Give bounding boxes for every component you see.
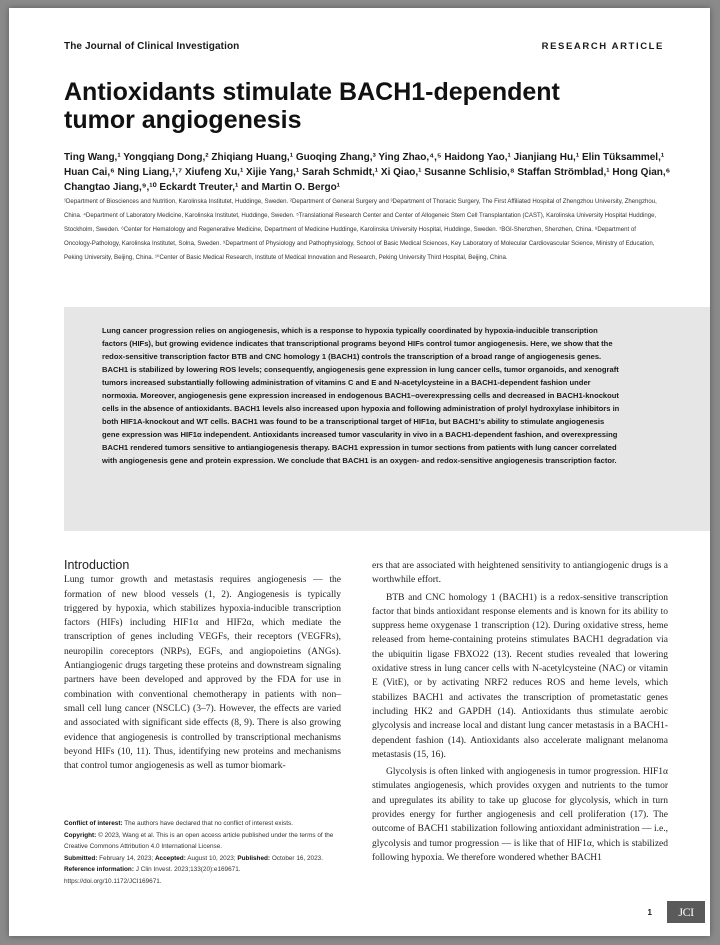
article-title: Antioxidants stimulate BACH1-dependent tumor angiogenesis <box>64 78 560 134</box>
jci-logo: JCI <box>667 901 705 923</box>
conflict-of-interest: Conflict of interest: The authors have declared that no conflict of interest exists. <box>64 820 293 827</box>
journal-name: The Journal of Clinical Investigation <box>64 41 240 52</box>
intro-paragraph-3: Glycolysis is often linked with angiogenesis in tumor progression. HIF1α stimulates angiogenesis, which provides oxygen and nutrients to the tumor and upregulates its ability to take up glucose for glycolysis, which in turn provides energy for further angiogenesis and cell proliferation (17). The outcome of BACH1 stabilization following antioxidant administration — i.e., glycolysis and tumor progression — is like that of HIF1α, which is stabilized following hypoxia. We therefore wondered whether BACH1 <box>372 767 668 863</box>
reference-information: Reference information: J Clin Invest. 2023;133(20):e169671. <box>64 866 241 873</box>
publication-dates: Submitted: February 14, 2023; Accepted: August 10, 2023; Published: October 16, 2023. <box>64 854 323 862</box>
intro-paragraph-continued: ers that are associated with heightened sensitivity to antiangiogenic drugs is a worthwhile effort. <box>372 561 668 586</box>
introduction-heading: Introduction <box>64 558 130 572</box>
abstract-text: Lung cancer progression relies on angiogenesis, which is a response to hypoxia typically coordinated by hypoxia-inducible transcription factors (HIFs), but growing evidence indicates that transcriptional programs beyond HIFs control tumor angiogenesis. Here, we show that the redox-sensitive transcription factor BTB and CNC homology 1 (BACH1) controls the transcription of a broad range of angiogenesis genes. BACH1 is stabilized by lowering ROS levels; consequently, angiogenesis gene expression in lung cancer cells, tumor organoids, and xenograft tumors increased substantially following administration of vitamins C and E and N-acetylcysteine in a BACH1-dependent fashion under normoxia. Moreover, angiogenesis gene expression increased in endogenous BACH1–overexpressing cells and decreased in BACH1-knockout cells in the absence of antioxidants. BACH1 levels also increased upon hypoxia and following administration of prolyl hydroxylase inhibitors in both HIF1A-knockout and WT cells. BACH1 was found to be a transcriptional target of HIF1α, but BACH1's ability to stimulate angiogenesis gene expression was HIF1α independent. Antioxidants increased tumor vascularity in vivo in a BACH1-dependent fashion, and overexpressing BACH1 rendered tumors sensitive to antiangiogenesis therapy. BACH1 expression in tumor sections from patients with lung cancer correlated with angiogenesis gene and protein expression. We conclude that BACH1 is an oxygen- and redox-sensitive angiogenesis transcription factor. <box>102 326 620 465</box>
article-page <box>9 8 710 936</box>
author-list: Ting Wang,¹ Yongqiang Dong,² Zhiqiang Huang,¹ Guoqing Zhang,³ Ying Zhao,⁴,⁵ Haidong Yao,¹ Jianjiang Hu,¹ Elin Tüksammel,¹ Huan Cai,⁶ Ning Liang,¹,⁷ Xiufeng Xu,¹ Xijie Yang,¹ Sarah Schmidt,¹ Xi Qiao,¹ Susanne Schlisio,⁸ Staffan Strömblad,¹ Hong Qian,⁶ Changtao Jiang,⁹,¹⁰ Eckardt Treuter,¹ and Martin O. Bergo¹ <box>64 152 671 193</box>
abstract-box <box>64 307 710 531</box>
doi-link[interactable]: https://doi.org/10.1172/JCI169671. <box>64 877 162 885</box>
intro-paragraph-1: Lung tumor growth and metastasis requires angiogenesis — the formation of new blood vessels (1, 2). Angiogenesis is typically triggered by hypoxia, which stabilizes hypoxia-inducible transcription factors (HIFs) including HIF1α and HIF2α, which mediate the transcription of genes including VEGFs, their receptors (VEGFRs), neuropilin coreceptors (NRPs), EGFs, and angiopoietins (ANGs). Antiangiogenic drugs targeting these proteins and downstream signaling partners have been developed and approved by the FDA for use in combination with conventional chemotherapy in patients with non–small cell lung cancer (NSCLC) (3–7). However, the effects are varied and associated with significant side effects (8, 9). There is also growing evidence that angiogenesis is controlled by transcriptional mechanisms beyond HIFs (10, 11). Thus, identifying new proteins and mechanisms that control tumor angiogenesis as well as tumor biomark- <box>64 575 341 772</box>
intro-paragraph-2: BTB and CNC homology 1 (BACH1) is a redox-sensitive transcription factor that binds antioxidant response elements and is known for its ability to suppress heme oxygenase 1 transcription (12). During oxidative stress, heme released from heme-containing proteins stimulates BACH1 degradation via the ubiquitin ligase FBXO22 (13). Recent studies revealed that lowering oxidative stress in lung cancer cells with N-acetylcysteine (NAC) or vitamin E (VitE), or by activating NRF2 reduces ROS and heme levels, which stabilizes BACH1 and activates the transcription of prometastatic genes including HK2 and GAPDH (14). Antioxidants thus stimulate aerobic glycolysis and increase local and distant lung cancer metastasis in a BACH1-dependent fashion (14). Antioxidants also accelerate malignant melanoma metastasis (15, 16). <box>372 592 668 760</box>
page-number: 1 <box>647 908 652 917</box>
copyright-notice: Copyright: © 2023, Wang et al. This is an open access article published under the terms of the Creative Commons Attribution 4.0 International License. <box>64 831 334 850</box>
right-column <box>372 559 668 865</box>
article-type-label: RESEARCH ARTICLE <box>541 41 664 52</box>
affiliations: ¹Department of Biosciences and Nutrition, Karolinska Institutet, Huddinge, Sweden. ²Department of General Surgery and ³Department of Thoracic Surgery, The First Affiliated Hospital of Zhengzhou University, Zhengzhou, China. ⁴Department of Laboratory Medicine, Karolinska Institutet, Huddinge, Sweden. ⁵Translational Research Center and Center of Allogeneic Stem Cell Transplantation (CAST), Karolinska University Hospital Huddinge, Stockholm, Sweden. ⁶Center for Hematology and Regenerative Medicine, Department of Medicine Huddinge, Karolinska University Hospital, Huddinge, Sweden. ⁷BGI-Shenzhen, Shenzhen, China. ⁸Department of Oncology-Pathology, Karolinska Institutet, Solna, Sweden. ⁹Department of Physiology and Pathophysiology, School of Basic Medical Sciences, Key Laboratory of Molecular Cardiovascular Science, Ministry of Education, Peking University, Beijing, China. ¹⁰Center of Basic Medical Research, Institute of Medical Innovation and Research, Peking University Third Hospital, Beijing, China. <box>64 198 657 261</box>
left-column <box>64 558 341 773</box>
footnotes <box>64 818 346 887</box>
